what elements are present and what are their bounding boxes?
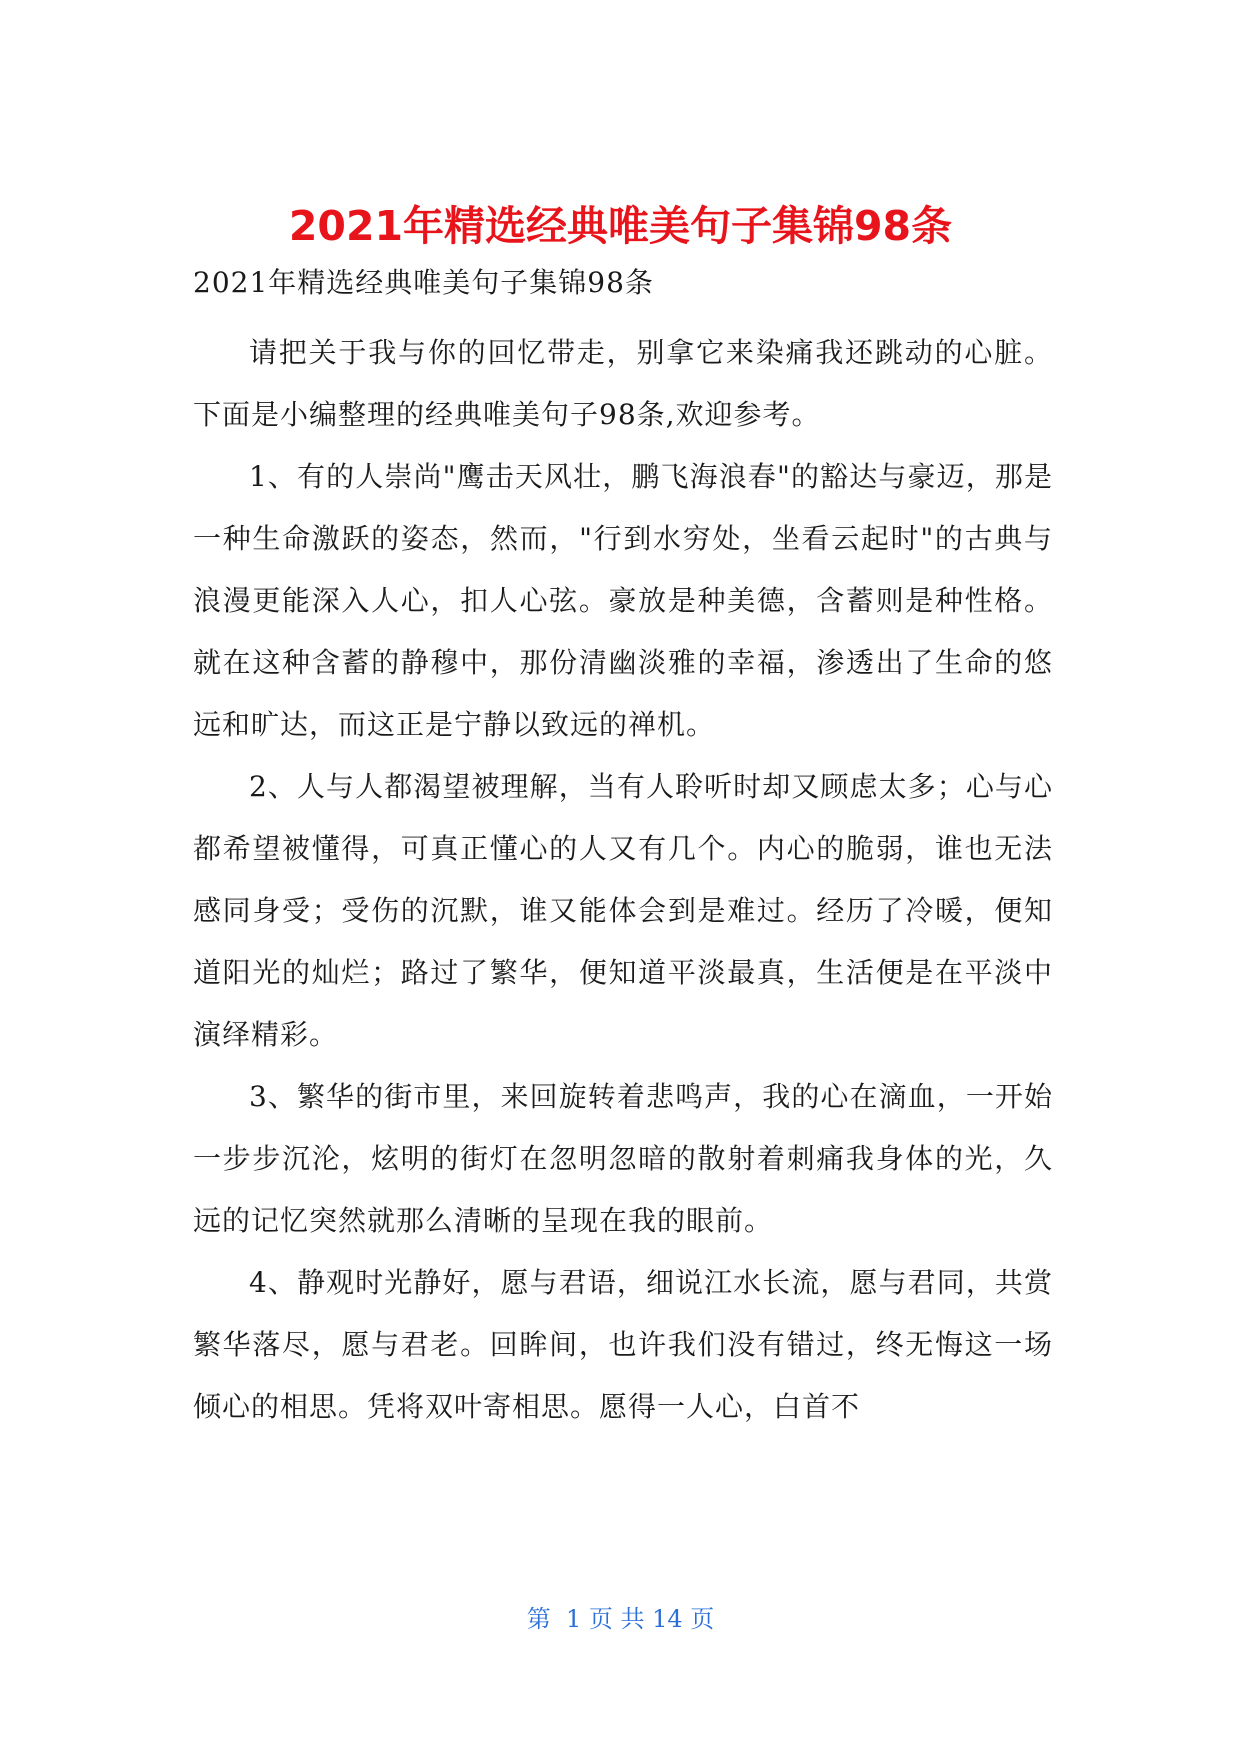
- document-body: [193, 262, 1053, 1438]
- paragraph-intro: 请把关于我与你的回忆带走，别拿它来染痛我还跳动的心脏。下面是小编整理的经典唯美句子98条,欢迎参考。: [193, 336, 1053, 431]
- paragraph-item-1: 1、有的人崇尚"鹰击天风壮，鹏飞海浪春"的豁达与豪迈，那是一种生命激跃的姿态，然而，"行到水穷处，坐看云起时"的古典与浪漫更能深入人心，扣人心弦。豪放是种美德，含蓄则是种性格。就在这种含蓄的静穆中，那份清幽淡雅的幸福，渗透出了生命的悠远和旷达，而这正是宁静以致远的禅机。: [193, 460, 1053, 741]
- paragraph-item-4: 4、静观时光静好，愿与君语，细说江水长流，愿与君同，共赏繁华落尽，愿与君老。回眸间，也许我们没有错过，终无悔这一场倾心的相思。凭将双叶寄相思。愿得一人心，白首不: [193, 1266, 1053, 1423]
- paragraph-item-3: 3、繁华的街市里，来回旋转着悲鸣声，我的心在滴血，一开始一步步沉沦，炫明的街灯在忽明忽暗的散射着刺痛我身体的光，久远的记忆突然就那么清晰的呈现在我的眼前。: [193, 1080, 1053, 1237]
- document-subtitle: 2021年精选经典唯美句子集锦98条: [193, 266, 654, 299]
- page-indicator: 第 1 页 共 14 页: [526, 1605, 715, 1633]
- document-title: 2021年精选经典唯美句子集锦98条: [288, 202, 953, 250]
- paragraph-item-2: 2、人与人都渴望被理解，当有人聆听时却又顾虑太多；心与心都希望被懂得，可真正懂心的人又有几个。内心的脆弱，谁也无法感同身受；受伤的沉默，谁又能体会到是难过。经历了冷暖，便知道阳光的灿烂；路过了繁华，便知道平淡最真，生活便是在平淡中演绎精彩。: [193, 770, 1053, 1051]
